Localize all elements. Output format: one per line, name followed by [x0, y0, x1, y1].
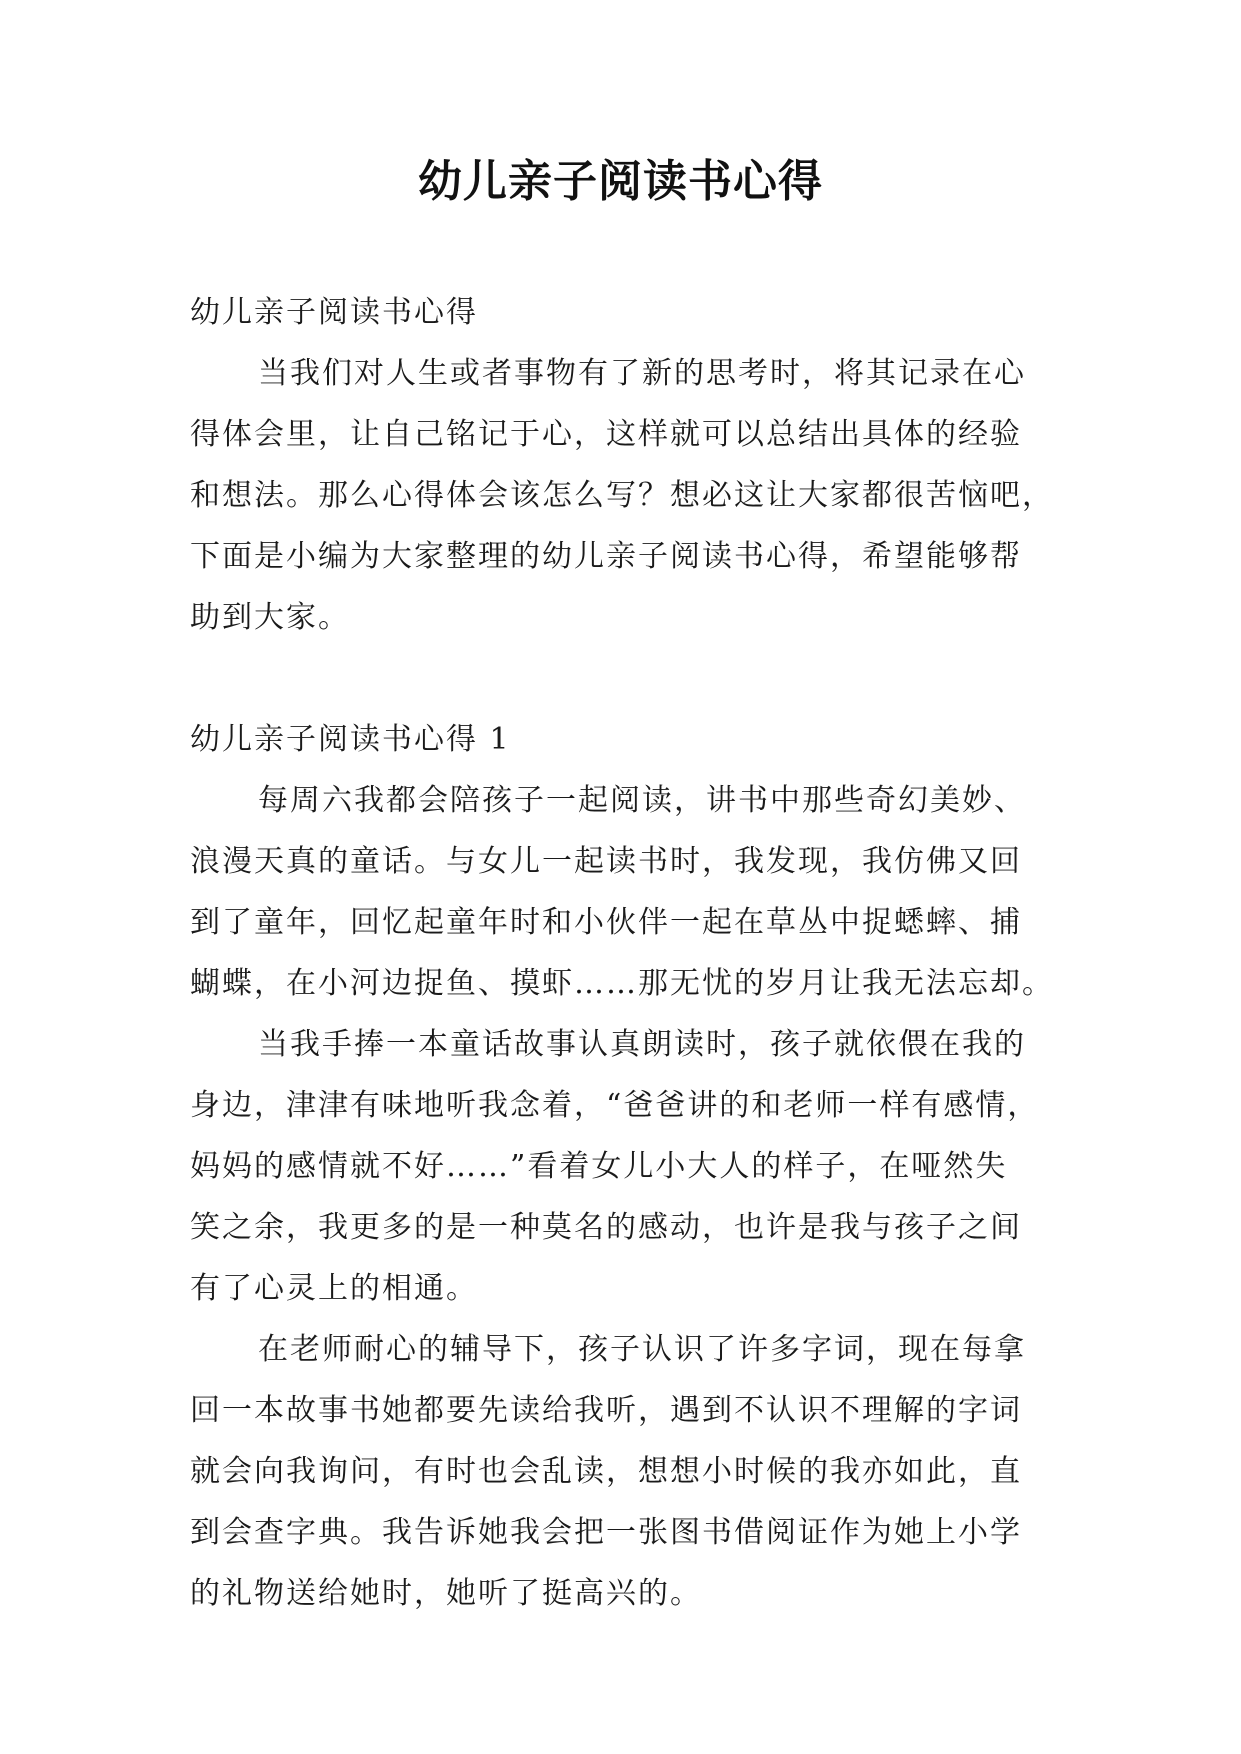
text-line: 和想法。那么心得体会该怎么写？想必这让大家都很苦恼吧， — [190, 478, 1054, 513]
text-line: 助到大家。 — [190, 600, 350, 635]
section-1-heading: 幼儿亲子阅读书心得 1 — [190, 722, 511, 757]
text-line: 蝴蝶，在小河边捉鱼、摸虾……那无忧的岁月让我无法忘却。 — [190, 966, 1054, 1001]
intro-heading: 幼儿亲子阅读书心得 — [190, 295, 478, 330]
text-line: 当我们对人生或者事物有了新的思考时，将其记录在心 — [258, 356, 1026, 391]
text-line: 妈妈的感情就不好……”看着女儿小大人的样子，在哑然失 — [190, 1149, 1008, 1184]
text-line: 下面是小编为大家整理的幼儿亲子阅读书心得，希望能够帮 — [190, 539, 1022, 574]
text-line: 到会查字典。我告诉她我会把一张图书借阅证作为她上小学 — [190, 1515, 1022, 1550]
document-body — [190, 282, 1060, 1624]
section-spacer — [190, 648, 1060, 709]
section-1-paragraph-2 — [190, 1014, 1060, 1319]
text-line: 每周六我都会陪孩子一起阅读，讲书中那些奇幻美妙、 — [258, 783, 1026, 818]
section-1-paragraph-1 — [190, 770, 1060, 1014]
text-line: 有了心灵上的相通。 — [190, 1271, 478, 1306]
intro-paragraph — [190, 343, 1060, 648]
text-line: 身边，津津有味地听我念着，“爸爸讲的和老师一样有感情， — [190, 1088, 1040, 1123]
text-line: 笑之余，我更多的是一种莫名的感动，也许是我与孩子之间 — [190, 1210, 1022, 1245]
text-line: 就会向我询问，有时也会乱读，想想小时候的我亦如此，直 — [190, 1454, 1022, 1489]
section-1-paragraph-3 — [190, 1319, 1060, 1624]
text-line: 的礼物送给她时，她听了挺高兴的。 — [190, 1576, 702, 1611]
document-title: 幼儿亲子阅读书心得 — [418, 156, 823, 207]
text-line: 得体会里，让自己铭记于心，这样就可以总结出具体的经验 — [190, 417, 1022, 452]
text-line: 当我手捧一本童话故事认真朗读时，孩子就依偎在我的 — [258, 1027, 1026, 1062]
text-line: 到了童年，回忆起童年时和小伙伴一起在草丛中捉蟋蟀、捕 — [190, 905, 1022, 940]
text-line: 回一本故事书她都要先读给我听，遇到不认识不理解的字词 — [190, 1393, 1022, 1428]
text-line: 在老师耐心的辅导下，孩子认识了许多字词，现在每拿 — [258, 1332, 1026, 1367]
text-line: 浪漫天真的童话。与女儿一起读书时，我发现，我仿佛又回 — [190, 844, 1022, 879]
